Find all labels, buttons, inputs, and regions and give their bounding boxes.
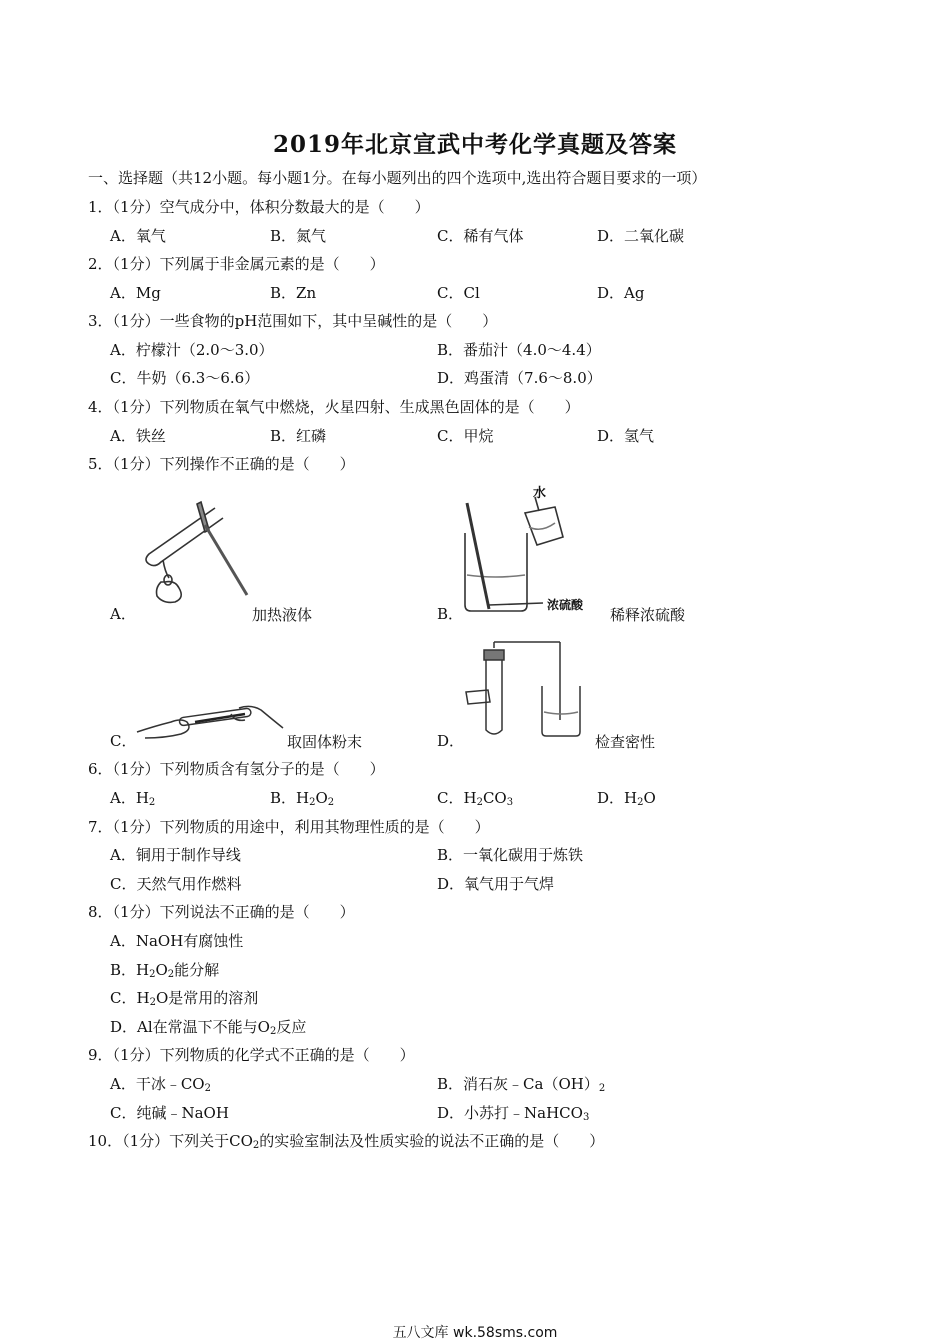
q1-option-d: D．二氧化碳 [597,227,685,245]
q5-option-c-caption: 取固体粉末 [287,733,363,751]
solid-powder-figure [135,700,285,745]
q9-stem: 9．（1分）下列物质的化学式不正确的是（ ） [88,1046,415,1064]
q5-option-a-caption: 加热液体 [252,606,313,624]
q7-option-b: B．一氧化碳用于炼铁 [437,846,584,864]
q2-option-a: A．Mg [110,284,161,302]
page-title: 2019年北京宣武中考化学真题及答案 [272,131,677,158]
q3-option-c: C．牛奶（6.3～6.6） [110,369,260,387]
q2-option-d: D．Ag [597,284,645,302]
q1-stem: 1．（1分）空气成分中，体积分数最大的是（ ） [88,198,430,216]
q4-option-d: D．氢气 [597,427,655,445]
footer-watermark: 五八文库 wk.58sms.com [392,1325,558,1341]
water-label: 水 [533,486,547,501]
q5-option-c: C． [110,732,137,750]
q1-option-a: A．氧气 [110,227,166,245]
q3-stem: 3．（1分）一些食物的pH范围如下，其中呈碱性的是（ ） [88,312,498,330]
q2-stem: 2．（1分）下列属于非金属元素的是（ ） [88,255,385,273]
q7-option-a: A．铜用于制作导线 [110,846,241,864]
q8-option-b: B．$H_2O_2$能分解 [110,961,220,980]
section-heading: 一、选择题（共12小题。每小题1分。在每小题列出的四个选项中,选出符合题目要求的一项） [88,169,707,187]
q7-option-c: C．天然气用作燃料 [110,875,242,893]
q9-option-b: B．消石灰$﹣Ca(OH)_2$ [437,1075,606,1094]
q3-option-a: A．柠檬汁（2.0～3.0） [110,341,274,359]
q9-option-a: A．干冰$﹣CO_2$ [110,1075,211,1094]
q7-stem: 7．（1分）下列物质的用途中，利用其物理性质的是（ ） [88,818,490,836]
q9-option-c: C．纯碱﹣NaOH [110,1104,229,1122]
q1-option-c: C．稀有气体 [437,227,524,245]
q4-option-b: B．红磷 [270,427,327,445]
q4-stem: 4．（1分）下列物质在氧气中燃烧，火星四射、生成黑色固体的是（ ） [88,398,580,416]
q5-stem: 5．（1分）下列操作不正确的是（ ） [88,455,355,473]
q5-option-b: B． [437,605,464,623]
q3-option-d: D．鸡蛋清（7.6～8.0） [437,369,602,387]
q5-option-d: D． [437,732,465,750]
q2-option-b: B．Zn [270,284,317,302]
q6-stem: 6．（1分）下列物质含有氢分子的是（ ） [88,760,385,778]
q6-option-a: A．$H_2$ [110,789,156,808]
airtightness-figure [462,640,592,740]
q5-option-a: A． [110,605,136,623]
q7-option-d: D．氧气用于气焊 [437,875,555,893]
q2-option-c: C．Cl [437,284,480,302]
acid-label: 浓硫酸 [547,598,584,612]
q6-option-d: D．$H_2O$ [597,789,656,808]
q8-option-c: C．$H_2O$是常用的溶剂 [110,989,259,1008]
q5-option-d-caption: 检查密性 [595,733,656,751]
q5-option-b-caption: 稀释浓硫酸 [610,606,686,624]
dilute-acid-figure [455,483,610,618]
q1-option-b: B．氮气 [270,227,327,245]
q9-option-d: D．小苏打﹣NaHCO$_3$ [437,1104,590,1123]
q8-option-d: D．Al在常温下不能与$O_2$反应 [110,1018,307,1037]
q3-option-b: B．番茄汁（4.0～4.4） [437,341,601,359]
q8-stem: 8．（1分）下列说法不正确的是（ ） [88,903,355,921]
q4-option-a: A．铁丝 [110,427,166,445]
q8-option-a: A．NaOH有腐蚀性 [110,932,244,950]
q6-option-b: B．$H_2O_2$ [270,789,335,808]
q10-stem: 10．（1分）下列关于$CO_2$的实验室制法及性质实验的说法不正确的是（ ） [88,1132,605,1151]
heating-liquid-figure [135,500,255,610]
q4-option-c: C．甲烷 [437,427,494,445]
q6-option-c: C．$H_2CO_3$ [437,789,514,808]
